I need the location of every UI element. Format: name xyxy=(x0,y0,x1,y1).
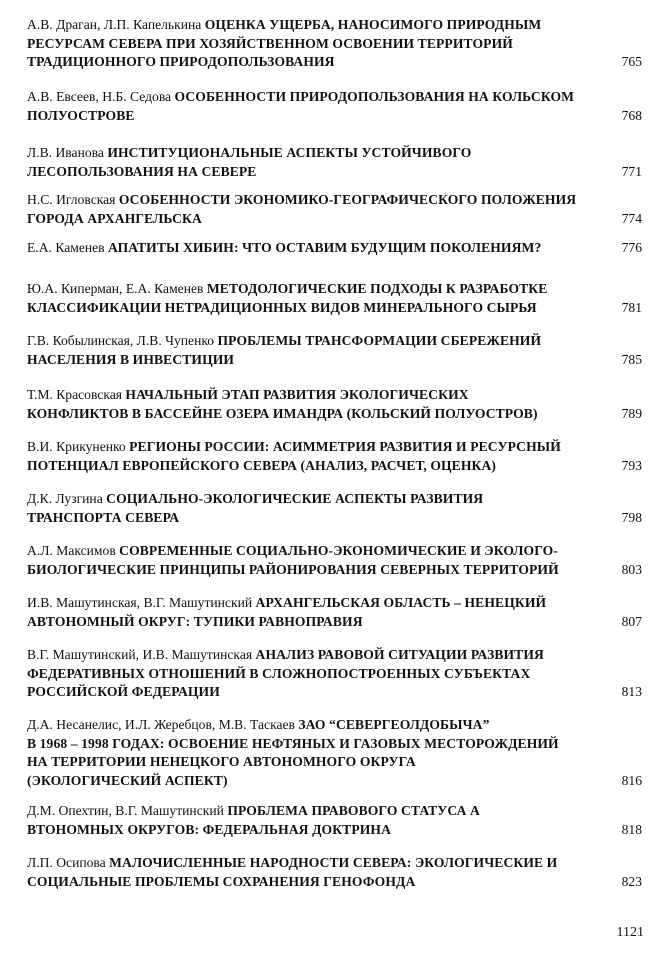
toc-entry-title-line: СОВРЕМЕННЫЕ СОЦИАЛЬНО-ЭКОНОМИЧЕСКИЕ И ЭКОЛОГО- xyxy=(119,543,558,558)
toc-entry-title-line: СОЦИАЛЬНО-ЭКОЛОГИЧЕСКИЕ АСПЕКТЫ РАЗВИТИЯ xyxy=(106,491,484,506)
toc-entry-title-line: МАЛОЧИСЛЕННЫЕ НАРОДНОСТИ СЕВЕРА: ЭКОЛОГИЧЕСКИЕ И xyxy=(109,855,558,870)
toc-entry-title-line: РЕГИОНЫ РОССИИ: АСИММЕТРИЯ РАЗВИТИЯ И РЕСУРСНЫЙ xyxy=(129,439,561,454)
toc-entry xyxy=(27,802,642,839)
toc-entry-page-number: 771 xyxy=(621,163,642,179)
toc-entry-page-number: 776 xyxy=(621,240,642,255)
toc-entry-title-line: БИОЛОГИЧЕСКИЕ ПРИНЦИПЫ РАЙОНИРОВАНИЯ СЕВЕРНЫХ ТЕРРИТОРИЙ xyxy=(27,561,559,577)
toc-entry xyxy=(27,542,642,579)
toc-entry xyxy=(27,88,642,125)
toc-entry-text xyxy=(27,144,592,181)
toc-entry xyxy=(27,191,642,228)
toc-entry-title-line: СОЦИАЛЬНЫЕ ПРОБЛЕМЫ СОХРАНЕНИЯ ГЕНОФОНДА xyxy=(27,873,416,889)
toc-entry-text xyxy=(27,490,592,527)
toc-entry-title-line: АПАТИТЫ ХИБИН: ЧТО ОСТАВИМ БУДУЩИМ ПОКОЛЕНИЯМ? xyxy=(108,240,542,255)
toc-entry-title-line: ТРАНСПОРТА СЕВЕРА xyxy=(27,509,180,525)
toc-entry-title-line: (ЭКОЛОГИЧЕСКИЙ АСПЕКТ) xyxy=(27,772,228,788)
toc-entry-authors: Д.К. Лузгина xyxy=(27,491,103,506)
toc-entry-text xyxy=(27,191,592,228)
toc-entry-text xyxy=(27,438,592,475)
toc-entry-authors: Г.В. Кобылинская, Л.В. Чупенко xyxy=(27,333,215,348)
toc-entry-text xyxy=(27,332,592,369)
toc-entry-authors: Л.В. Иванова xyxy=(27,145,104,160)
page-number: 1121 xyxy=(616,925,644,940)
toc-entry-page-number: 781 xyxy=(621,299,642,315)
toc-entry-authors: А.Л. Максимов xyxy=(27,543,116,558)
toc-entry-title-line: АВТОНОМНЫЙ ОКРУГ: ТУПИКИ РАВНОПРАВИЯ xyxy=(27,613,363,629)
toc-entry-title-line: НА ТЕРРИТОРИИ НЕНЕЦКОГО АВТОНОМНОГО ОКРУГА xyxy=(27,754,416,770)
toc-entry xyxy=(27,438,642,475)
toc-entry-title-line: АРХАНГЕЛЬСКАЯ ОБЛАСТЬ – НЕНЕЦКИЙ xyxy=(255,595,547,610)
toc-entry xyxy=(27,646,642,702)
toc-entry-page-number: 789 xyxy=(621,405,642,421)
toc-entry-title-line: ПРОБЛЕМА ПРАВОВОГО СТАТУСА А xyxy=(227,803,480,818)
toc-entry-page-number: 816 xyxy=(621,772,642,788)
toc-entry xyxy=(27,386,642,423)
toc-entry-title-line: ВТОНОМНЫХ ОКРУГОВ: ФЕДЕРАЛЬНАЯ ДОКТРИНА xyxy=(27,821,391,837)
toc-entry xyxy=(27,239,642,258)
toc-entry-authors: Ю.А. Киперман, Е.А. Каменев xyxy=(27,281,204,296)
toc-entry-title-line: ГОРОДА АРХАНГЕЛЬСКА xyxy=(27,210,202,226)
toc-entry-title-line: ОЦЕНКА УЩЕРБА, НАНОСИМОГО ПРИРОДНЫМ xyxy=(204,17,542,32)
toc-entry-text xyxy=(27,802,592,839)
toc-entry-authors: Е.А. Каменев xyxy=(27,240,105,255)
toc-entry-title xyxy=(108,240,541,255)
toc-entry-text xyxy=(27,594,592,631)
toc-entry-text xyxy=(27,88,592,125)
toc-entry xyxy=(27,716,642,790)
toc-entry-text xyxy=(27,280,592,317)
toc-entry xyxy=(27,332,642,369)
toc-entry-title-line: НАСЕЛЕНИЯ В ИНВЕСТИЦИИ xyxy=(27,351,235,367)
toc-entry-authors: Д.М. Опехтин, В.Г. Машутинский xyxy=(27,803,224,818)
toc-entry-title-line: ИНСТИТУЦИОНАЛЬНЫЕ АСПЕКТЫ УСТОЙЧИВОГО xyxy=(107,145,472,160)
toc-entry-page-number: 774 xyxy=(621,210,642,226)
toc-entry-title-line: НАЧАЛЬНЫЙ ЭТАП РАЗВИТИЯ ЭКОЛОГИЧЕСКИХ xyxy=(125,387,469,402)
toc-entry-authors: Т.М. Красовская xyxy=(27,387,123,402)
toc-entry-title-line: ЛЕСОПОЛЬЗОВАНИЯ НА СЕВЕРЕ xyxy=(27,163,257,179)
toc-entry-page-number: 803 xyxy=(621,561,642,577)
toc-entry-text xyxy=(27,854,592,891)
toc-entry-authors: В.И. Крикуненко xyxy=(27,439,126,454)
toc-entry xyxy=(27,854,642,891)
toc-entry-page-number: 793 xyxy=(621,457,642,473)
toc-entry-authors: Д.А. Несанелис, И.Л. Жеребцов, М.В. Таскаев xyxy=(27,717,295,732)
toc-entry-title-line: РОССИЙСКОЙ ФЕДЕРАЦИИ xyxy=(27,684,220,700)
toc-entry-title-line: ЗАО “СЕВЕРГЕОЛДОБЫЧА” xyxy=(298,717,490,732)
toc-entry-text xyxy=(27,542,592,579)
toc-entry-title-line: КОНФЛИКТОВ В БАССЕЙНЕ ОЗЕРА ИМАНДРА (КОЛЬСКИЙ ПОЛУОСТРОВ) xyxy=(27,405,538,421)
toc-entry-text xyxy=(27,16,592,72)
toc-entry-title-line: МЕТОДОЛОГИЧЕСКИЕ ПОДХОДЫ К РАЗРАБОТКЕ xyxy=(206,281,548,296)
toc-entry-title-line: ПОЛУОСТРОВЕ xyxy=(27,107,135,123)
toc-entry-title-line: В 1968 – 1998 ГОДАХ: ОСВОЕНИЕ НЕФТЯНЫХ И ГАЗОВЫХ МЕСТОРОЖДЕНИЙ xyxy=(27,735,559,751)
toc-entry xyxy=(27,594,642,631)
toc-entry-authors: Н.С. Игловская xyxy=(27,192,116,207)
toc-entry-page-number: 823 xyxy=(621,873,642,889)
toc-entry-text xyxy=(27,239,592,258)
toc-entry-title-line: ТРАДИЦИОННОГО ПРИРОДОПОЛЬЗОВАНИЯ xyxy=(27,54,335,70)
toc-entry-authors: Л.П. Осипова xyxy=(27,855,106,870)
toc-entry-title-line: ОСОБЕННОСТИ ПРИРОДОПОЛЬЗОВАНИЯ НА КОЛЬСКОМ xyxy=(174,89,575,104)
toc-entry-title-line: РЕСУРСАМ СЕВЕРА ПРИ ХОЗЯЙСТВЕННОМ ОСВОЕНИИ ТЕРРИТОРИЙ xyxy=(27,35,513,51)
toc-entry-title xyxy=(27,491,592,527)
toc-entry-title-line: КЛАССИФИКАЦИИ НЕТРАДИЦИОННЫХ ВИДОВ МИНЕРАЛЬНОГО СЫРЬЯ xyxy=(27,299,537,315)
toc-entry-authors: А.В. Евсеев, Н.Б. Седова xyxy=(27,89,172,104)
toc-entry-page-number: 765 xyxy=(621,54,642,70)
toc-entry-page-number: 768 xyxy=(621,107,642,123)
toc-entry-text xyxy=(27,386,592,423)
toc-entry-page-number: 785 xyxy=(621,351,642,367)
toc-entry xyxy=(27,490,642,527)
toc-entry-page-number: 798 xyxy=(621,509,642,525)
toc-entry-authors: А.В. Драган, Л.П. Капелькина xyxy=(27,17,202,32)
toc-entry-title-line: ФЕДЕРАТИВНЫХ ОТНОШЕНИЙ В СЛОЖНОПОСТРОЕННЫХ СУБЪЕКТАХ xyxy=(27,665,531,681)
toc-entry-title xyxy=(27,855,592,891)
toc-entry-authors: И.В. Машутинская, В.Г. Машутинский xyxy=(27,595,253,610)
toc-entry-page-number: 818 xyxy=(621,821,642,837)
toc-entry xyxy=(27,144,642,181)
toc-entry-page-number: 807 xyxy=(621,613,642,629)
toc-entry-page-number: 813 xyxy=(621,684,642,700)
toc-entry-text xyxy=(27,716,592,790)
toc-entry-title-line: ОСОБЕННОСТИ ЭКОНОМИКО-ГЕОГРАФИЧЕСКОГО ПОЛОЖЕНИЯ xyxy=(118,192,577,207)
toc-entry-authors: В.Г. Машутинский, И.В. Машутинская xyxy=(27,647,253,662)
toc-entry-title-line: АНАЛИЗ РАВОВОЙ СИТУАЦИИ РАЗВИТИЯ xyxy=(255,647,544,662)
toc-entry-title-line: ПОТЕНЦИАЛ ЕВРОПЕЙСКОГО СЕВЕРА (АНАЛИЗ, РАСЧЕТ, ОЦЕНКА) xyxy=(27,457,497,473)
toc-entry-text xyxy=(27,646,592,702)
toc-entry xyxy=(27,280,642,317)
toc-entry xyxy=(27,16,642,72)
toc-entry-title xyxy=(27,145,592,181)
toc-entry-title-line: ПРОБЛЕМЫ ТРАНСФОРМАЦИИ СБЕРЕЖЕНИЙ xyxy=(217,333,542,348)
